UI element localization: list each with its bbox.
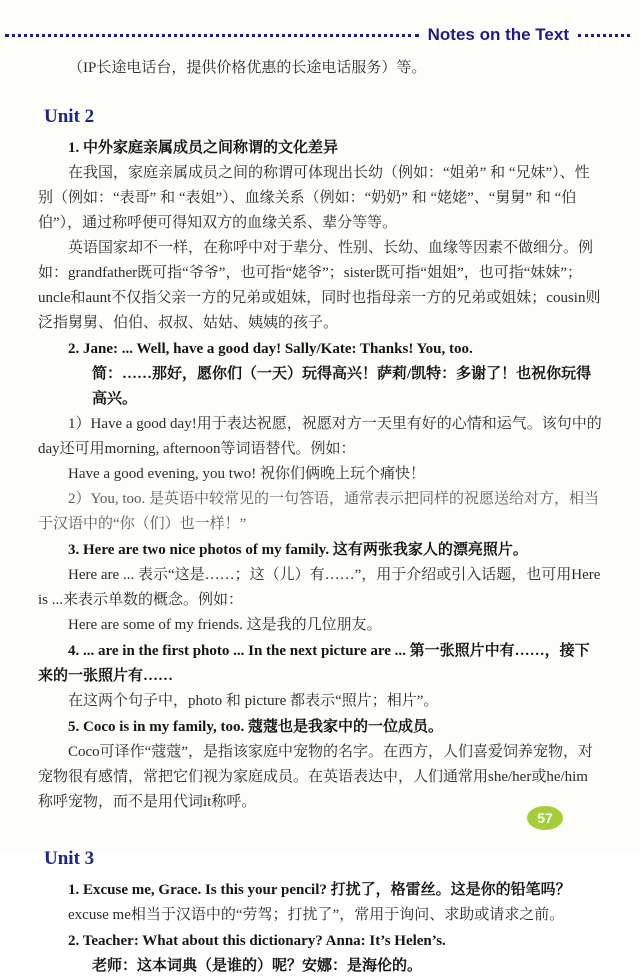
unit3-note1-heading: 1. Excuse me, Grace. Is this your pencil? 打扰了，格雷丝。这是你的铅笔吗？ <box>68 882 571 898</box>
unit2-note2-example: Have a good evening, you two! 祝你们俩晚上玩个痛快！ <box>68 466 426 482</box>
unit2-note2-translation: 简：……那好，愿你们（一天）玩得高兴！萨莉/凯特：多谢了！也祝你玩得高兴。 <box>92 366 592 407</box>
intro-line: （IP长途电话台，提供价格优惠的长途电话服务）等。 <box>68 60 427 76</box>
unit3-note1-paragraph: excuse me相当于汉语中的“劳驾；打扰了”，常用于询问、求助或请求之前。 <box>68 907 565 923</box>
unit2-note1-paragraph-1: 在我国，家庭亲属成员之间的称谓可体现出长幼（例如：“姐弟” 和 “兄妹”）、性别（例如：“表哥” 和 “表姐”）、血缘关系（例如：“奶奶” 和 “姥姥”、“舅舅” 和 “伯伯”），通过称呼便可得知双方的血缘关系、辈分等等。 <box>38 165 590 231</box>
unit2-note3-paragraph: Here are ... 表示“这是……；这（儿）有……”，用于介绍或引入话题，也可用Here is ...来表示单数的概念。例如： <box>38 567 601 608</box>
dotted-leader-left <box>5 34 419 37</box>
unit2-note1-paragraph-2: 英语国家却不一样，在称呼中对于辈分、性别、长幼、血缘等因素不做细分。例如：grandfather既可指“爷爷”，也可指“姥爷”；sister既可指“姐姐”，也可指“妹妹”；uncle和aunt不仅指父亲一方的兄弟或姐妹，同时也指母亲一方的兄弟或姐妹；cousin则泛指舅舅、伯伯、叔叔、姑姑、姨姨的孩子。 <box>38 240 601 331</box>
unit3-note2-translation: 老师：这本词典（是谁的）呢？安娜：是海伦的。 <box>92 958 423 974</box>
page-number-badge <box>527 806 563 830</box>
unit2-note2-heading: 2. Jane: ... Well, have a good day! Sally/Kate: Thanks! You, too. <box>68 341 473 357</box>
unit2-note5-paragraph: Coco可译作“蔻蔻”，是指该家庭中宠物的名字。在西方，人们喜爱饲养宠物，对宠物很有感情，常把它们视为家庭成员。在英语表达中，人们通常用she/her或he/him称呼宠物，而不是用代词it称呼。 <box>38 744 593 810</box>
unit2-note2-point-2: 2）You, too. 是英语中较常见的一句答语，通常表示把同样的祝愿送给对方，相当于汉语中的“你（们）也一样！” <box>38 491 600 532</box>
page-header-title: Notes on the Text <box>427 25 569 44</box>
unit2-note3-example: Here are some of my friends. 这是我的几位朋友。 <box>68 617 382 633</box>
unit2-note4-heading: 4. ... are in the first photo ... In the next picture are ... 第一张照片中有……，接下来的一张照片有…… <box>38 643 590 684</box>
unit2-note3-heading: 3. Here are two nice photos of my family. 这有两张我家人的漂亮照片。 <box>68 542 528 558</box>
unit2-note1-heading: 1. 中外家庭亲属成员之间称谓的文化差异 <box>68 140 339 156</box>
unit-3-title: Unit 3 <box>44 848 95 869</box>
unit2-note2-point-1: 1）Have a good day!用于表达祝愿，祝愿对方一天里有好的心情和运气。该句中的day还可用morning, afternoon等词语替代。例如： <box>38 416 602 457</box>
dotted-leader-right <box>578 34 630 37</box>
unit-2-title: Unit 2 <box>44 106 95 127</box>
unit3-note2-heading: 2. Teacher: What about this dictionary? Anna: It’s Helen’s. <box>68 933 446 949</box>
page-header <box>5 24 630 46</box>
unit2-note5-heading: 5. Coco is in my family, too. 蔻蔻也是我家中的一位成员。 <box>68 719 443 735</box>
page-number: 57 <box>537 810 553 826</box>
unit2-note4-paragraph: 在这两个句子中，photo 和 picture 都表示“照片；相片”。 <box>68 693 439 709</box>
